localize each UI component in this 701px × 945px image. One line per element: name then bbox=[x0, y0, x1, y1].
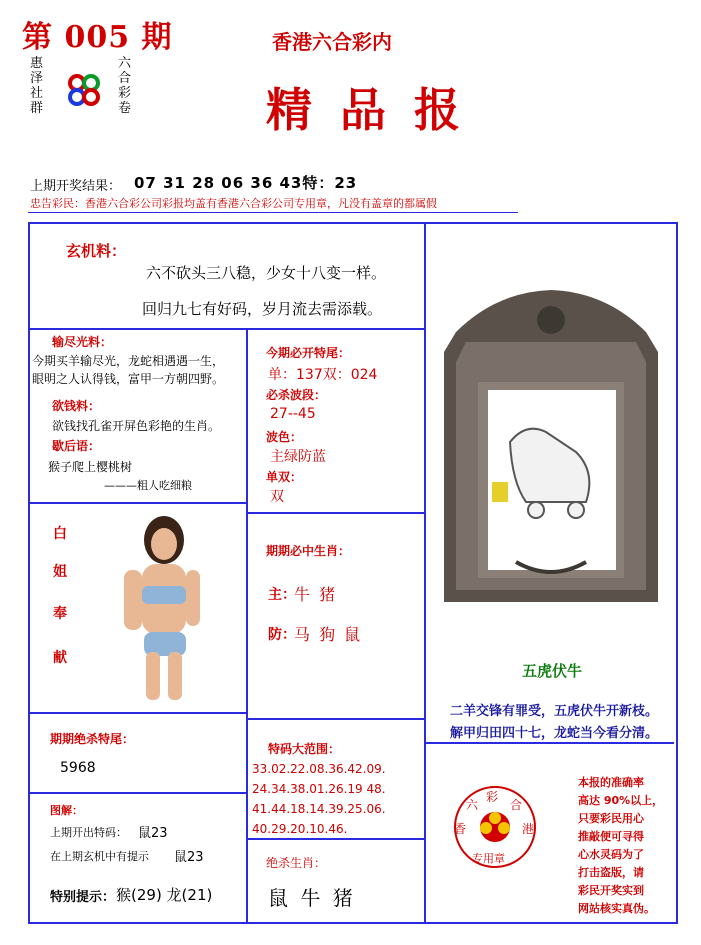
juesha-value: 5968 bbox=[60, 760, 96, 776]
shengxiao-main-value: 牛 猪 bbox=[294, 585, 338, 604]
results-numbers: 07 31 28 06 36 43特：23 bbox=[134, 174, 358, 192]
stamp-char-5: 港 bbox=[522, 822, 535, 836]
bo-heading: 必杀波段： bbox=[266, 388, 327, 402]
shujin-heading: 输尽光料： bbox=[52, 335, 113, 349]
stamp-char-1: 六 bbox=[466, 798, 479, 812]
big-title: 精 品 报 bbox=[266, 83, 467, 137]
divider-h-1 bbox=[30, 328, 424, 330]
range-heading: 特码大范围： bbox=[268, 742, 341, 756]
range-row-1: 33.02.22.08.36.42.09. bbox=[252, 762, 386, 776]
logo-left-text: 惠泽社群 bbox=[30, 56, 44, 116]
issue-number: 第 005 期 bbox=[22, 20, 173, 55]
divider-h-2 bbox=[30, 502, 246, 504]
accuracy-line-4: 推敲便可寻得 bbox=[578, 830, 644, 843]
shengxiao-main-label: 主： bbox=[268, 587, 296, 603]
accuracy-line-8: 网站核实真伪。 bbox=[578, 902, 655, 915]
side-char-3: 奉 bbox=[53, 606, 67, 622]
stamp-char-6: 专用章 bbox=[472, 852, 505, 865]
shengxiao-heading: 期期必中生肖： bbox=[266, 544, 351, 558]
header-title-line: 香港六合彩内 bbox=[272, 30, 392, 54]
bo-value: 27--45 bbox=[270, 406, 316, 422]
tewei-value: 单：137双：024 bbox=[268, 367, 378, 383]
ds-heading: 单双： bbox=[266, 470, 303, 484]
special-tip-value: 猴(29) 龙(21) bbox=[116, 886, 213, 904]
xiehouyu-heading: 歇后语： bbox=[52, 439, 101, 453]
side-char-2: 姐 bbox=[53, 564, 67, 580]
shengxiao-fang-label: 防： bbox=[268, 627, 296, 643]
model-photo bbox=[102, 512, 212, 702]
xiehouyu-line-2: ———粗人吃细粮 bbox=[104, 479, 192, 492]
accuracy-line-2: 高达 90%以上， bbox=[578, 794, 664, 807]
xiehouyu-line-1: 猴子爬上樱桃树 bbox=[48, 460, 133, 474]
xuanji-line-2: 回归九七有好码，岁月流去需添载。 bbox=[142, 300, 383, 318]
shujin-line-2: 眼明之人认得钱，富甲一方朝四野。 bbox=[32, 372, 225, 386]
notice-underline bbox=[28, 212, 518, 213]
picture-caption: 五虎伏牛 bbox=[522, 662, 583, 680]
xuanji-heading: 玄机料： bbox=[66, 242, 127, 260]
range-row-3: 41.44.18.14.39.25.06. bbox=[252, 802, 386, 816]
color-value: 主绿防蓝 bbox=[270, 449, 326, 465]
logo-emblem-icon bbox=[66, 72, 102, 108]
range-row-4: 40.29.20.10.46. bbox=[252, 822, 348, 836]
tujie-heading: 图解： bbox=[50, 804, 83, 817]
divider-h-6 bbox=[30, 792, 246, 794]
tujie-line-1-label: 上期开出特码： bbox=[50, 826, 127, 839]
side-char-4: 献 bbox=[53, 650, 67, 666]
accuracy-line-5: 心水灵码为了 bbox=[578, 848, 644, 861]
tewei-heading: 今期必开特尾： bbox=[266, 346, 351, 360]
divider-h-8 bbox=[426, 742, 674, 744]
jueshashengxiao-value: 鼠 牛 猪 bbox=[268, 886, 356, 910]
special-tip-label: 特别提示： bbox=[50, 890, 116, 905]
couplet-line-2: 解甲归田四十七，龙蛇当今看分清。 bbox=[450, 726, 659, 741]
color-heading: 波色： bbox=[266, 430, 303, 444]
tujie-line-1-value: 鼠23 bbox=[138, 826, 168, 841]
notice-text: 忠告彩民：香港六合彩公司彩报均盖有香港六合彩公司专用章，凡没有盖章的都属假 bbox=[30, 197, 437, 210]
stamp-char-2: 彩 bbox=[486, 790, 499, 804]
divider-h-5 bbox=[246, 718, 424, 720]
stamp-char-4: 香 bbox=[454, 822, 467, 836]
logo bbox=[28, 56, 138, 126]
accuracy-line-6: 打击盗版，请 bbox=[578, 866, 644, 879]
xuanji-line-1: 六不砍头三八稳，少女十八变一样。 bbox=[146, 264, 387, 282]
shengxiao-fang-value: 马 狗 鼠 bbox=[294, 625, 363, 644]
shujin-line-1: 今期买羊输尽光，龙蛇相遇遇一生， bbox=[32, 354, 225, 368]
ornate-picture-frame bbox=[436, 282, 666, 612]
divider-h-4 bbox=[30, 712, 246, 714]
tujie-line-2-label: 在上期玄机中有提示 bbox=[50, 850, 149, 863]
side-char-1: 白 bbox=[53, 526, 67, 542]
yuqian-line-1: 欲钱找孔雀开屏色彩艳的生肖。 bbox=[52, 419, 221, 433]
yuqian-heading: 欲钱料： bbox=[52, 399, 101, 413]
range-row-2: 24.34.38.01.26.19 48. bbox=[252, 782, 386, 796]
stamp-char-3: 合 bbox=[510, 798, 523, 812]
accuracy-line-7: 彩民开奖实到 bbox=[578, 884, 644, 897]
divider-h-3 bbox=[246, 512, 424, 514]
couplet-line-1: 二羊交锋有罪受，五虎伏牛开新枝。 bbox=[450, 704, 659, 719]
divider-v-mid bbox=[246, 330, 248, 922]
accuracy-line-1: 本报的准确率 bbox=[578, 776, 644, 789]
tujie-line-2-value: 鼠23 bbox=[174, 850, 204, 865]
results-label: 上期开奖结果： bbox=[30, 179, 122, 194]
ds-value: 双 bbox=[270, 489, 284, 505]
logo-right-text: 六合彩卷 bbox=[118, 56, 132, 116]
divider-h-7 bbox=[246, 838, 424, 840]
divider-v-right bbox=[424, 224, 426, 922]
accuracy-line-3: 只要彩民用心 bbox=[578, 812, 644, 825]
juesha-heading: 期期绝杀特尾： bbox=[50, 732, 135, 746]
jueshashengxiao-heading: 绝杀生肖： bbox=[266, 856, 327, 870]
